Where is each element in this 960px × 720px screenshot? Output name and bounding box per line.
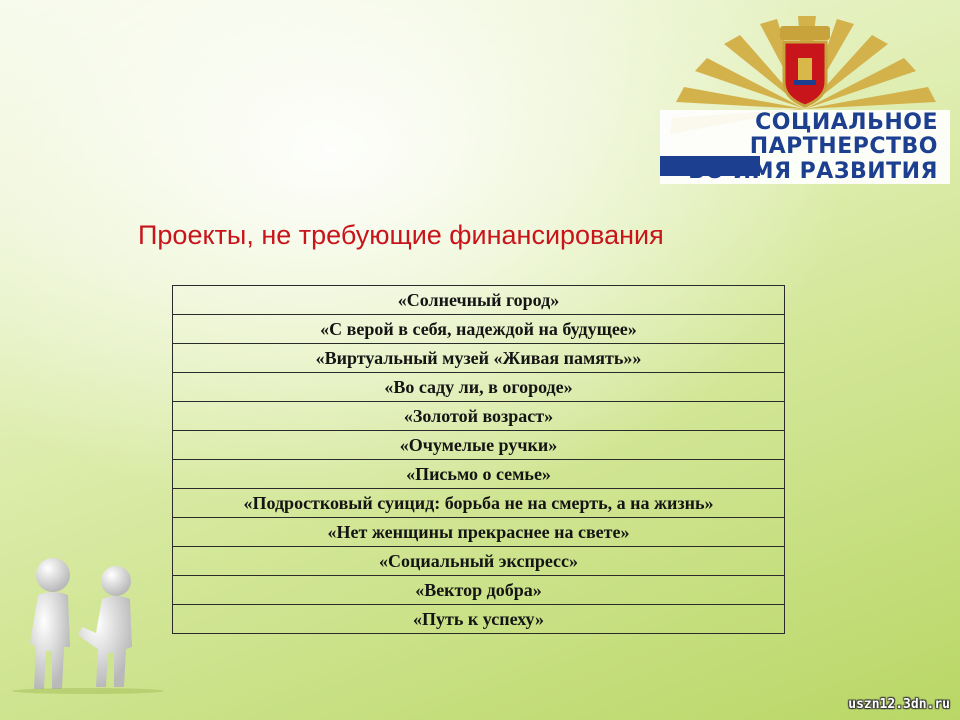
table-row	[173, 460, 785, 489]
logo-line-1: СОЦИАЛЬНОЕ	[755, 110, 938, 135]
table-row	[173, 547, 785, 576]
project-cell: «Путь к успеху»	[173, 605, 785, 634]
partnership-logo	[660, 14, 950, 184]
projects-table	[172, 285, 785, 634]
project-cell: «Во саду ли, в огороде»	[173, 373, 785, 402]
people-figures-icon	[8, 555, 168, 695]
logo-line-2: ПАРТНЕРСТВО	[749, 134, 938, 159]
project-cell: «Письмо о семье»	[173, 460, 785, 489]
project-cell: «Солнечный город»	[173, 286, 785, 315]
project-cell: «Вектор добра»	[173, 576, 785, 605]
logo-line-3: ВО ИМЯ РАЗВИТИЯ	[688, 159, 938, 184]
table-row	[173, 518, 785, 547]
table-row	[173, 315, 785, 344]
table-row	[173, 489, 785, 518]
project-cell: «Очумелые ручки»	[173, 431, 785, 460]
table-row	[173, 431, 785, 460]
page-title: Проекты, не требующие финансирования	[138, 220, 664, 250]
project-cell: «Подростковый суицид: борьба не на смерть, а на жизнь»	[173, 489, 785, 518]
table-row	[173, 402, 785, 431]
table-row	[173, 576, 785, 605]
table-row	[173, 344, 785, 373]
project-cell: «Нет женщины прекраснее на свете»	[173, 518, 785, 547]
coat-of-arms-icon	[778, 24, 832, 110]
project-cell: «Золотой возраст»	[173, 402, 785, 431]
watermark: uszn12.3dn.ru	[848, 697, 950, 712]
project-cell: «Социальный экспресс»	[173, 547, 785, 576]
project-cell: «С верой в себя, надеждой на будущее»	[173, 315, 785, 344]
table-row	[173, 373, 785, 402]
table-row	[173, 286, 785, 315]
project-cell: «Виртуальный музей «Живая память»»	[173, 344, 785, 373]
table-row	[173, 605, 785, 634]
